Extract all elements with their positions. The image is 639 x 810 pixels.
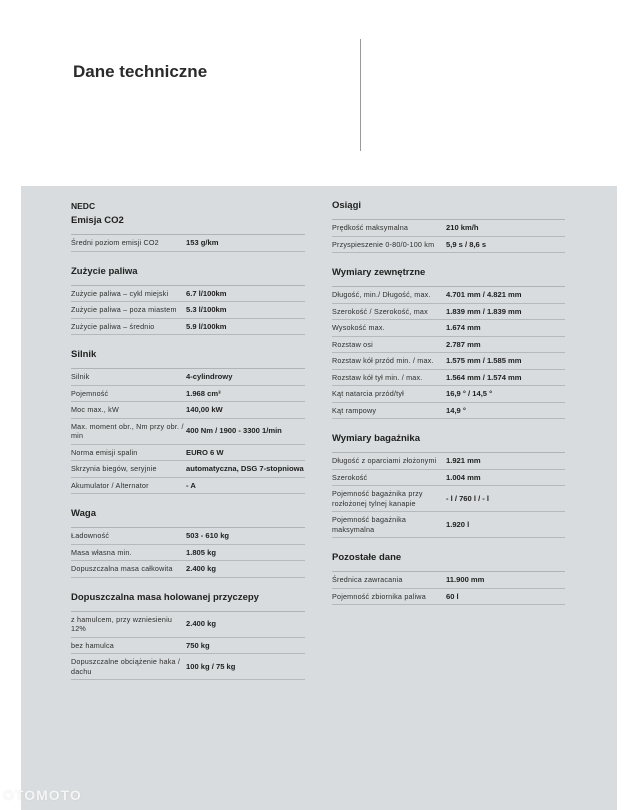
spec-label: Długość z oparciami złożonymi xyxy=(332,456,437,465)
spec-label: Prędkość maksymalna xyxy=(332,223,409,232)
spec-row xyxy=(332,386,565,403)
spec-value: automatyczna, DSG 7-stopniowa xyxy=(186,464,304,473)
spec-row xyxy=(332,403,565,420)
spec-value: 2.787 mm xyxy=(446,339,481,349)
section-title: Waga xyxy=(71,508,305,528)
spec-row xyxy=(71,369,305,386)
spec-value: 14,9 ° xyxy=(446,405,466,415)
spec-row xyxy=(71,235,305,252)
spec-value: 16,9 ° / 14,5 ° xyxy=(446,389,493,398)
spec-value: 1.674 mm xyxy=(446,323,481,332)
spec-label: Pojemność bagażnika przy rozłożonej tylnej kanapie xyxy=(332,489,423,508)
left-column xyxy=(71,200,305,694)
spec-label: Wysokość max. xyxy=(332,323,385,332)
spec-label: Zużycie paliwa – średnio xyxy=(71,321,155,331)
spec-value: - A xyxy=(186,480,196,490)
spec-label: Przyspieszenie 0-80/0-100 km xyxy=(332,239,435,249)
spec-value: 1.968 cm³ xyxy=(186,388,221,398)
spec-label: Zużycie paliwa – poza miastem xyxy=(71,305,177,314)
spec-row xyxy=(332,370,565,387)
spec-value: 5.3 l/100km xyxy=(186,305,227,314)
spec-value: 400 Nm / 1900 - 3300 1/min xyxy=(186,426,282,436)
section-title: Emisja CO2 xyxy=(71,215,305,235)
section-title: Osiągi xyxy=(332,200,565,220)
spec-label: Zużycie paliwa – cykl miejski xyxy=(71,288,169,298)
spec-value: 100 kg / 75 kg xyxy=(186,661,236,671)
spec-value: EURO 6 W xyxy=(186,447,224,457)
spec-row xyxy=(71,319,305,336)
page-title: Dane techniczne xyxy=(73,62,208,81)
spec-value: 210 km/h xyxy=(446,223,479,232)
spec-panel xyxy=(21,186,617,810)
spec-value: 153 g/km xyxy=(186,238,219,247)
spec-label: Pojemność xyxy=(71,388,109,398)
spec-label: Rozstaw kół tył min. / max. xyxy=(332,372,423,382)
spec-label: Akumulator / Alternator xyxy=(71,480,149,490)
spec-value: 1.805 kg xyxy=(186,547,216,557)
section-wymiary-bagaznika xyxy=(332,433,565,538)
section-dopuszczalna-masa-holowanej-przyczepy xyxy=(71,592,305,681)
spec-label: Pojemność zbiornika paliwa xyxy=(332,591,426,601)
spec-label: Rozstaw kół przód min. / max. xyxy=(332,356,434,365)
spec-label: Dopuszczalne obciążenie haka / dachu xyxy=(71,657,181,676)
spec-value: 140,00 kW xyxy=(186,405,223,414)
spec-row xyxy=(332,304,565,321)
spec-value: 1.839 mm / 1.839 mm xyxy=(446,306,522,316)
spec-label: z hamulcem, przy wzniesieniu 12% xyxy=(71,614,173,633)
section-zuzycie-paliwa xyxy=(71,266,305,336)
spec-label: Dopuszczalna masa całkowita xyxy=(71,564,173,573)
spec-row xyxy=(332,512,565,538)
spec-label: Norma emisji spalin xyxy=(71,447,138,457)
spec-label: Pojemność bagażnika maksymalna xyxy=(332,515,407,534)
section-title: Silnik xyxy=(71,349,305,369)
section-silnik xyxy=(71,349,305,494)
spec-row xyxy=(332,237,565,254)
spec-value: 1.564 mm / 1.574 mm xyxy=(446,372,522,382)
right-column xyxy=(332,200,565,619)
spec-label: Ładowność xyxy=(71,531,110,540)
spec-label: Długość, min./ Długość, max. xyxy=(332,290,431,299)
spec-row xyxy=(71,386,305,403)
section-title: Pozostałe dane xyxy=(332,552,565,572)
vertical-divider xyxy=(360,39,361,151)
section-title: Wymiary zewnętrzne xyxy=(332,267,565,287)
spec-label: Masa własna min. xyxy=(71,547,132,557)
spec-label: Szerokość / Szerokość, max xyxy=(332,306,428,316)
section-waga xyxy=(71,508,305,578)
section-pozostale-dane xyxy=(332,552,565,605)
section-title: Wymiary bagażnika xyxy=(332,433,565,453)
spec-row xyxy=(332,589,565,606)
spec-label: Średni poziom emisji CO2 xyxy=(71,238,159,247)
spec-label: Max. moment obr., Nm przy obr. / min xyxy=(71,421,184,440)
spec-row xyxy=(71,286,305,303)
spec-value: 2.400 kg xyxy=(186,619,216,629)
spec-row xyxy=(332,453,565,470)
spec-row xyxy=(71,461,305,478)
section-title: Dopuszczalna masa holowanej przyczepy xyxy=(71,592,305,612)
spec-row xyxy=(332,572,565,589)
spec-value: 5,9 s / 8,6 s xyxy=(446,239,487,249)
section-wymiary-zewnetrzne xyxy=(332,267,565,419)
spec-value: 6.7 l/100km xyxy=(186,288,227,298)
spec-value: 5.9 l/100km xyxy=(186,321,227,331)
spec-value: 4.701 mm / 4.821 mm xyxy=(446,290,522,299)
spec-label: Kąt natarcia przód/tył xyxy=(332,389,404,398)
spec-row xyxy=(71,528,305,545)
spec-value: 1.004 mm xyxy=(446,472,481,482)
spec-value: 11.900 mm xyxy=(446,575,485,584)
spec-row xyxy=(71,478,305,495)
spec-row xyxy=(332,220,565,237)
spec-value: 1.920 l xyxy=(446,519,470,529)
spec-row xyxy=(71,545,305,562)
spec-value: 1.921 mm xyxy=(446,456,481,465)
spec-row xyxy=(332,353,565,370)
spec-label: Kąt rampowy xyxy=(332,405,377,415)
spec-row xyxy=(332,486,565,512)
spec-row xyxy=(332,470,565,487)
spec-value: 60 l xyxy=(446,591,459,601)
watermark-logo: OTOMOTO xyxy=(3,787,82,803)
section-title: Zużycie paliwa xyxy=(71,266,305,286)
spec-label: bez hamulca xyxy=(71,640,114,650)
spec-row xyxy=(332,287,565,304)
spec-row xyxy=(71,419,305,445)
spec-label: Skrzynia biegów, seryjnie xyxy=(71,464,157,473)
spec-label: Szerokość xyxy=(332,472,368,482)
spec-value: 4-cylindrowy xyxy=(186,372,233,381)
spec-row xyxy=(332,337,565,354)
spec-row xyxy=(71,654,305,680)
section-emisja-co2 xyxy=(71,200,305,252)
spec-value: 750 kg xyxy=(186,640,210,650)
spec-value: 2.400 kg xyxy=(186,564,216,573)
section-supertitle: NEDC xyxy=(71,201,96,211)
spec-label: Średnica zawracania xyxy=(332,575,403,584)
spec-row xyxy=(332,320,565,337)
spec-row xyxy=(71,561,305,578)
spec-value: 503 - 610 kg xyxy=(186,531,230,540)
spec-value: - l / 760 l / - l xyxy=(446,493,490,503)
spec-label: Rozstaw osi xyxy=(332,339,373,349)
spec-row xyxy=(71,445,305,462)
spec-row xyxy=(71,612,305,638)
spec-row xyxy=(71,638,305,655)
spec-row xyxy=(71,302,305,319)
spec-row xyxy=(71,402,305,419)
spec-value: 1.575 mm / 1.585 mm xyxy=(446,356,522,365)
section-osiagi xyxy=(332,200,565,253)
spec-label: Moc max., kW xyxy=(71,405,119,414)
spec-label: Silnik xyxy=(71,372,90,381)
